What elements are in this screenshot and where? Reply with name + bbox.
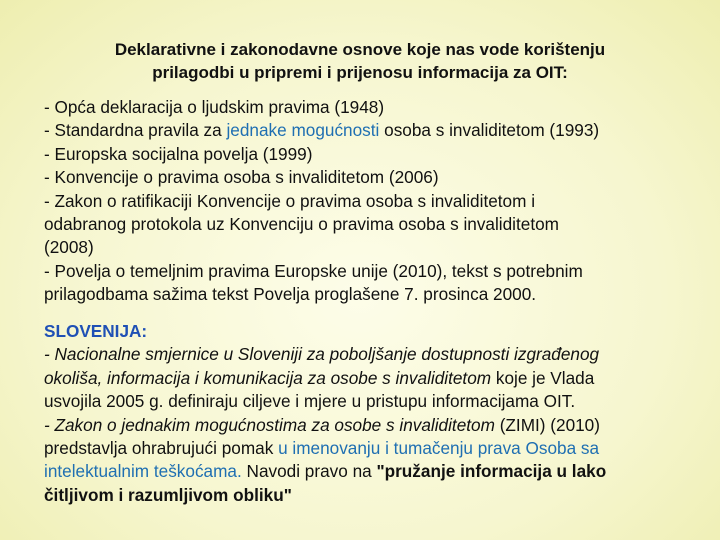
paragraph-line: usvojila 2005 g. definiraju ciljeve i mjere u pristupu informacijama OIT. bbox=[44, 391, 576, 412]
title-line-1: Deklarativne i zakonodavne osnove koje nas vode korištenju bbox=[114, 40, 606, 59]
list-item bbox=[44, 119, 704, 142]
section-heading: SLOVENIJA: bbox=[44, 321, 148, 341]
highlighted-text: jednake mogućnosti bbox=[226, 120, 380, 141]
italic-text: - Zakon o jednakim mogućnostima za osobe s invaliditetom bbox=[44, 414, 495, 435]
slovenia-section bbox=[44, 320, 704, 507]
paragraph-line: čitljivom i razumljivom obliku" bbox=[44, 484, 292, 505]
paragraph-text: Navodi pravo na bbox=[241, 461, 377, 482]
list-item-continuation: odabranog protokola uz Konvenciju o pravima osoba s invaliditetom bbox=[44, 214, 559, 235]
list-item: - Zakon o ratifikaciji Konvencije o pravima osoba s invaliditetom i bbox=[44, 190, 536, 211]
list-item: - Povelja o temeljnim pravima Europske unije (2010), tekst s potrebnim bbox=[44, 260, 583, 281]
declarations-list bbox=[44, 96, 704, 307]
slide-title bbox=[40, 38, 680, 84]
paragraph-line: - Nacionalne smjernice u Sloveniji za poboljšanje dostupnosti izgrađenog bbox=[44, 344, 600, 365]
paragraph-text: predstavlja ohrabrujući pomak bbox=[44, 438, 279, 459]
paragraph-text: koje je Vlada bbox=[491, 367, 595, 388]
highlighted-text: u imenovanju i tumačenju prava Osoba sa bbox=[278, 438, 600, 459]
list-item: - Europska socijalna povelja (1999) bbox=[44, 143, 313, 164]
title-line-2: prilagodbi u pripremi i prijenosu informacija za OIT: bbox=[152, 63, 568, 82]
list-item-text: osoba s invaliditetom (1993) bbox=[379, 120, 600, 141]
list-item: - Konvencije o pravima osoba s invaliditetom (2006) bbox=[44, 167, 439, 188]
list-item-continuation: (2008) bbox=[44, 237, 94, 258]
paragraph-line bbox=[44, 367, 704, 390]
list-item: - Opća deklaracija o ljudskim pravima (1948) bbox=[44, 97, 385, 117]
bold-text: "pružanje informacija u lako bbox=[376, 461, 607, 482]
paragraph-text: (ZIMI) (2010) bbox=[494, 414, 600, 435]
list-item-continuation: prilagodbama sažima tekst Povelja proglašene 7. prosinca 2000. bbox=[44, 284, 537, 305]
list-item-text: - Standardna pravila za bbox=[44, 120, 227, 141]
italic-text: okoliša, informacija i komunikacija za osobe s invaliditetom bbox=[44, 367, 492, 388]
paragraph-line bbox=[44, 460, 704, 483]
paragraph-line bbox=[44, 437, 704, 460]
highlighted-text: intelektualnim teškoćama. bbox=[44, 461, 242, 482]
paragraph-line bbox=[44, 414, 704, 437]
